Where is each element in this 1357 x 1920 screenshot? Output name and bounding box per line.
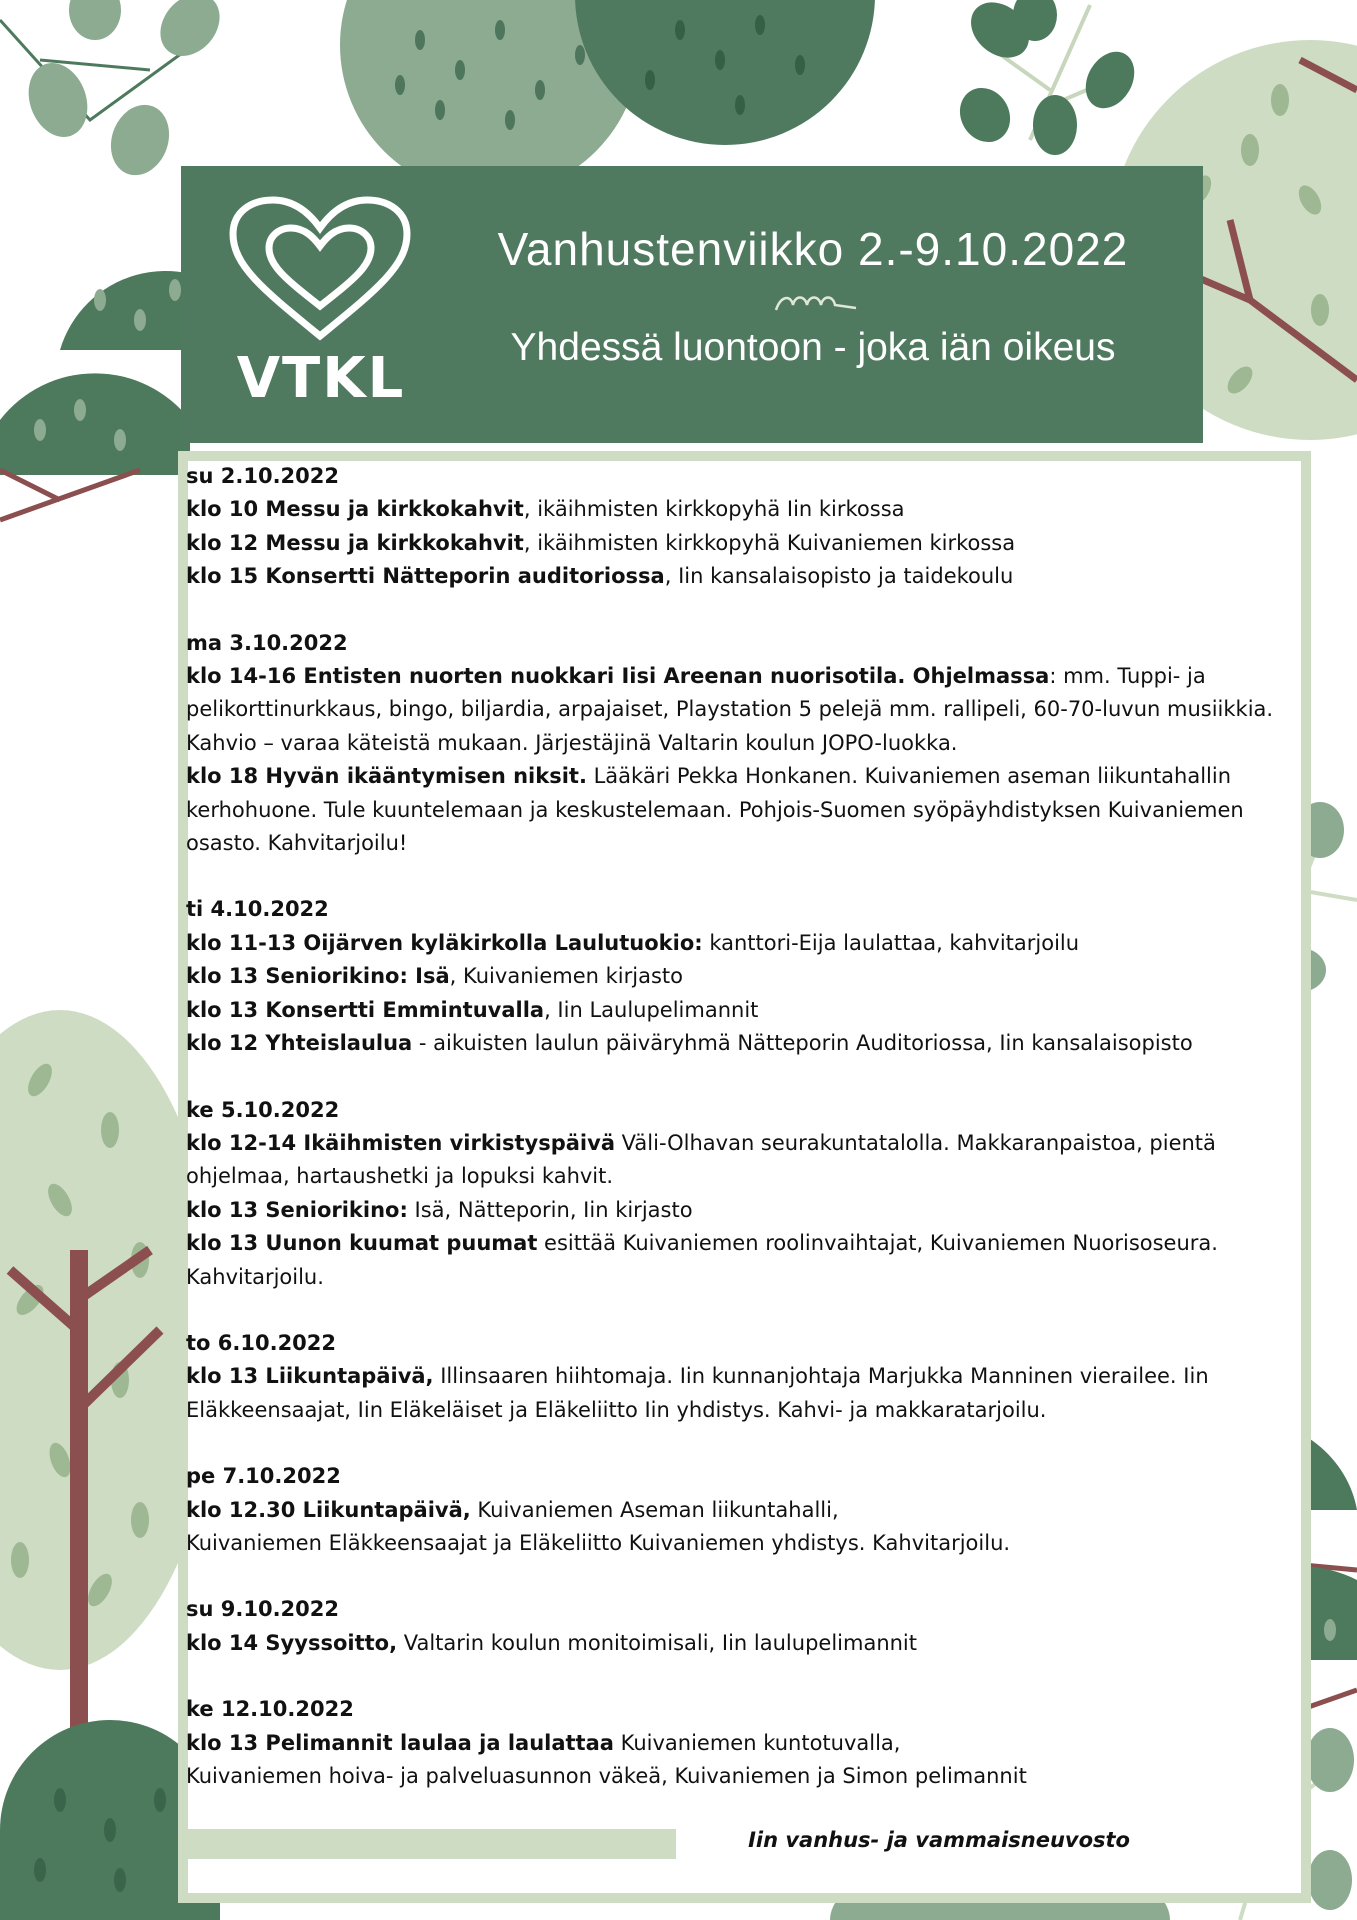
event-details: kanttori-Eija laulattaa, kahvitarjoilu xyxy=(702,930,1080,955)
event-heading: klo 13 Liikuntapäivä, xyxy=(186,1364,434,1389)
event-heading: klo 11-13 Oijärven kyläkirkolla Laulutuokio: xyxy=(186,930,703,955)
event-item xyxy=(186,1027,1276,1060)
event-item xyxy=(186,1360,1276,1427)
event-item xyxy=(186,994,1276,1027)
top-tree-circle-dark xyxy=(575,0,875,145)
event-item xyxy=(186,1127,1276,1194)
event-item xyxy=(186,1194,1276,1227)
day-title: su 9.10.2022 xyxy=(186,1597,339,1622)
event-details: , Kuivaniemen kirjasto xyxy=(449,964,683,989)
tree-trunk-left xyxy=(70,1250,88,1800)
event-item xyxy=(186,560,1276,593)
day-section xyxy=(186,627,1276,861)
event-heading: klo 14-16 Entisten nuorten nuokkari Iisi Areenan nuorisotila. Ohjelmassa xyxy=(186,664,1050,689)
event-item xyxy=(186,1227,1276,1294)
event-item xyxy=(186,760,1276,860)
event-details: Kuivaniemen Aseman liikuntahalli, xyxy=(470,1497,839,1522)
event-heading: klo 10 Messu ja kirkkokahvit xyxy=(186,497,524,522)
footer-organizer: Iin vanhus- ja vammaisneuvosto xyxy=(748,1828,1130,1852)
day-title: to 6.10.2022 xyxy=(186,1330,337,1355)
event-schedule xyxy=(186,460,1276,1826)
swirl-ornament-icon xyxy=(771,290,861,320)
day-section xyxy=(186,1094,1276,1294)
logo-text: VTKL xyxy=(236,346,406,411)
event-details: , ikäihmisten kirkkopyhä Iin kirkossa xyxy=(523,497,905,522)
page-title: Vanhustenviikko 2.-9.10.2022 xyxy=(497,223,1129,275)
event-item xyxy=(186,1627,1276,1660)
event-heading: klo 12.30 Liikuntapäivä, xyxy=(186,1497,471,1522)
event-heading: klo 13 Pelimannit laulaa ja laulattaa xyxy=(186,1730,614,1755)
day-section xyxy=(186,1593,1276,1660)
event-item xyxy=(186,927,1276,960)
event-details: Väli-Olhavan seurakuntatalolla. Makkaranpaistoa, pientä ohjelmaa, hartaushetki ja lopuksi kahvit. xyxy=(186,1130,1216,1189)
event-item xyxy=(186,960,1276,993)
event-item xyxy=(186,1494,1276,1527)
day-title: ke 5.10.2022 xyxy=(186,1097,340,1122)
event-heading: klo 12 Messu ja kirkkokahvit xyxy=(186,530,524,555)
day-section xyxy=(186,1327,1276,1427)
event-heading: klo 15 Konsertti Nätteporin auditoriossa xyxy=(186,564,665,589)
day-section xyxy=(186,1693,1276,1793)
event-heading: klo 13 Seniorikino: xyxy=(186,1197,408,1222)
event-heading: klo 13 Seniorikino: Isä xyxy=(186,964,450,989)
event-item xyxy=(186,660,1276,760)
event-details: Kuivaniemen Eläkkeensaajat ja Eläkeliitto Kuivaniemen yhdistys. Kahvitarjoilu. xyxy=(186,1530,1011,1555)
event-heading: klo 18 Hyvän ikääntymisen niksit. xyxy=(186,764,587,789)
day-title: ma 3.10.2022 xyxy=(186,630,348,655)
event-item xyxy=(186,493,1276,526)
event-details: Isä, Nätteporin, Iin kirjasto xyxy=(407,1197,693,1222)
branch-top-left xyxy=(0,0,232,183)
day-section xyxy=(186,1460,1276,1560)
day-title: ti 4.10.2022 xyxy=(186,897,329,922)
page-subtitle: Yhdessä luontoon - joka iän oikeus xyxy=(510,326,1116,369)
event-details: Valtarin koulun monitoimisali, Iin laulupelimannit xyxy=(397,1630,918,1655)
event-item xyxy=(186,1760,1276,1793)
event-heading: klo 13 Uunon kuumat puumat xyxy=(186,1231,538,1256)
event-item xyxy=(186,527,1276,560)
event-heading: klo 14 Syyssoitto, xyxy=(186,1630,398,1655)
day-title: ke 12.10.2022 xyxy=(186,1697,354,1722)
event-heading: klo 12 Yhteislaulua xyxy=(186,1031,413,1056)
event-heading: klo 13 Konsertti Emmintuvalla xyxy=(186,997,545,1022)
event-details: - aikuisten laulun päiväryhmä Nätteporin Auditoriossa, Iin kansalaisopisto xyxy=(412,1031,1193,1056)
header-banner xyxy=(181,166,1203,443)
day-title: su 2.10.2022 xyxy=(186,464,339,488)
event-item xyxy=(186,1727,1276,1760)
event-details: Kuivaniemen hoiva- ja palveluasunnon väkeä, Kuivaniemen ja Simon pelimannit xyxy=(186,1764,1027,1788)
day-section xyxy=(186,460,1276,594)
event-heading: klo 12-14 Ikäihmisten virkistyspäivä xyxy=(186,1130,615,1155)
event-details: : mm. Tuppi- ja pelikorttinurkkaus, bingo, biljardia, arpajaiset, Playstation 5 pelejä mm. rallipeli, 60-70-luvun musiikkia. Kahvio – varaa käteistä mukaan. Järjestäjinä Valtarin koulun JOPO-luokka. xyxy=(186,664,1274,755)
event-details: , Iin kansalaisopisto ja taidekoulu xyxy=(664,564,1014,589)
event-details: , ikäihmisten kirkkopyhä Kuivaniemen kirkossa xyxy=(523,530,1016,555)
event-details: Illinsaaren hiihtomaja. Iin kunnanjohtaja Marjukka Manninen vierailee. Iin Eläkkeensaajat, Iin Eläkeläiset ja Eläkeliitto Iin yhdistys. Kahvi- ja makkaratarjoilu. xyxy=(186,1364,1209,1422)
event-details: Kuivaniemen kuntotuvalla, xyxy=(613,1730,901,1755)
event-details: , Iin Laulupelimannit xyxy=(544,997,759,1022)
event-details: Lääkäri Pekka Honkanen. Kuivaniemen aseman liikuntahallin kerhohuone. Tule kuuntelemaan ja keskustelemaan. Pohjois-Suomen syöpäyhdistyksen Kuivaniemen osasto. Kahvitarjoilu! xyxy=(186,764,1244,856)
heart-logo-icon xyxy=(225,196,415,341)
day-section xyxy=(186,893,1276,1060)
footer-bar xyxy=(186,1829,676,1859)
event-details: esittää Kuivaniemen roolinvaihtajat, Kuivaniemen Nuorisoseura. Kahvitarjoilu. xyxy=(186,1231,1218,1289)
event-item xyxy=(186,1527,1276,1560)
branch-top-right xyxy=(950,0,1144,155)
day-title: pe 7.10.2022 xyxy=(186,1464,341,1489)
